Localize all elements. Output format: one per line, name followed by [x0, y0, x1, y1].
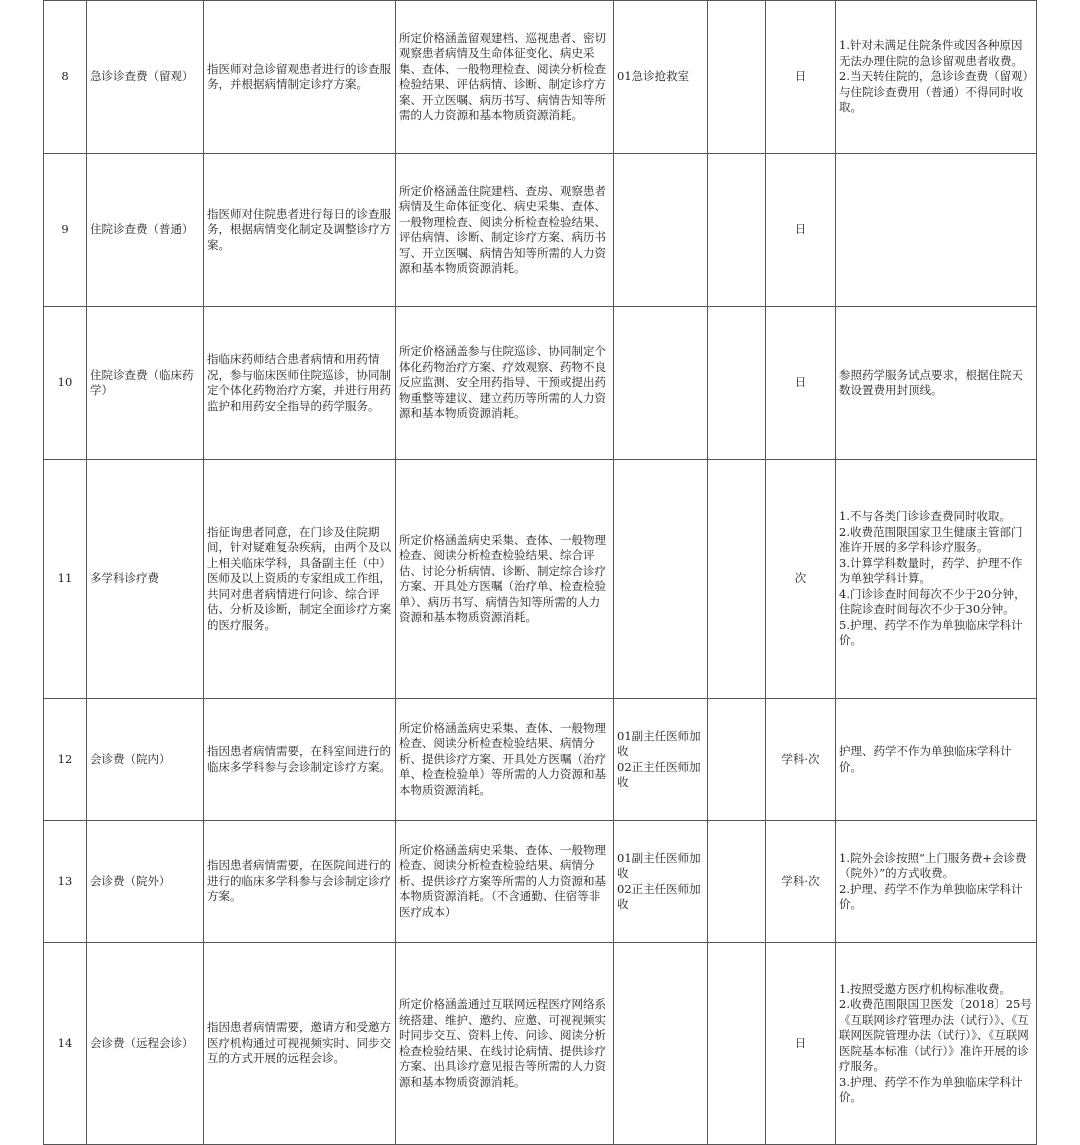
remark-line: 2.护理、药学不作为单独临床学科计价。 — [839, 881, 1023, 911]
row-number-cell: 13 — [44, 821, 87, 943]
row-number-cell: 9 — [44, 154, 87, 307]
price-scope-cell: 所定价格涵盖通过互联网远程医疗网络系统搭建、维护、邀约、应邀、可视视频实时同步交互、资料上传、问诊、阅读分析检查检验结果、在线讨论病情、提供诊疗方案、出具诊疗意见报告等所需的人力资源和基本物质资源消耗。 — [396, 943, 614, 1145]
unit-cell: 日 — [766, 154, 836, 307]
unit-cell: 日 — [766, 1, 836, 154]
item-connotation-cell: 指因患者病情需要，在医院间进行的进行的临床多学科参与会诊制定诊疗方案。 — [204, 821, 396, 943]
row-number-cell: 12 — [44, 699, 87, 821]
item-connotation-cell: 指医师对住院患者进行每日的诊查服务，根据病情变化制定及调整诊疗方案。 — [204, 154, 396, 307]
table-row — [44, 460, 1037, 699]
item-connotation-cell: 指因患者病情需要，邀请方和受邀方医疗机构通过可视视频实时、同步交互的方式开展的远程会诊。 — [204, 943, 396, 1145]
item-name-cell: 住院诊查费（普通） — [87, 154, 204, 307]
remark-line: 1.按照受邀方医疗机构标准收费。 — [839, 981, 1011, 996]
item-connotation-cell: 指因患者病情需要，在科室间进行的临床多学科参与会诊制定诊疗方案。 — [204, 699, 396, 821]
extension-cell — [614, 460, 708, 699]
remark-line: 1.不与各类门诊诊查费同时收取。 — [839, 509, 1011, 524]
item-name-cell: 会诊费（院内） — [87, 699, 204, 821]
item-name-cell: 会诊费（远程会诊） — [87, 943, 204, 1145]
remark-line: 3.护理、药学不作为单独临床学科计价。 — [839, 1074, 1023, 1104]
remark-line: 2.当天转住院的，急诊诊查费（留观）与住院诊查费用（普通）不得同时收取。 — [839, 69, 1029, 115]
row-number-cell: 8 — [44, 1, 87, 154]
price-scope-cell: 所定价格涵盖参与住院巡诊、协同制定个体化药物治疗方案、疗效观察、药物不良反应监测、安全用药指导、干预或提出药物重整等建议、建立药历等所需的人力资源和基本物质资源消耗。 — [396, 307, 614, 460]
remark-line: 2.收费范围限国卫医发〔2018〕25号《互联网诊疗管理办法（试行）》、《互联网医院管理办法（试行）》、《互联网医院基本标准（试行）》准许开展的诊疗服务。 — [839, 997, 1032, 1073]
extension-line: 01副主任医师加收 — [617, 850, 701, 880]
exclusion-cell — [708, 460, 766, 699]
remarks-cell — [836, 460, 1037, 699]
table-row — [44, 1, 1037, 154]
item-name-cell: 急诊诊查费（留观） — [87, 1, 204, 154]
fee-table — [43, 0, 1037, 1145]
price-scope-cell: 所定价格涵盖留观建档、巡视患者、密切观察患者病情及生命体征变化、病史采集、查体、一般物理检查、阅读分析检查检验结果、评估病情、诊断、制定诊疗方案、开立医嘱、病历书写、病情告知等所需的人力资源和基本物质资源消耗。 — [396, 1, 614, 154]
remarks-cell — [836, 1, 1037, 154]
price-scope-cell: 所定价格涵盖住院建档、查房、观察患者病情及生命体征变化、病史采集、查体、一般物理检查、阅读分析检查检验结果、评估病情、诊断、制定诊疗方案、病历书写、开立医嘱、病情告知等所需的人力资源和基本物质资源消耗。 — [396, 154, 614, 307]
remarks-cell — [836, 943, 1037, 1145]
unit-cell: 学科·次 — [766, 699, 836, 821]
exclusion-cell — [708, 943, 766, 1145]
remark-line: 护理、药学不作为单独临床学科计价。 — [839, 744, 1012, 774]
exclusion-cell — [708, 154, 766, 307]
table-row — [44, 307, 1037, 460]
remark-line: 5.护理、药学不作为单独临床学科计价。 — [839, 617, 1023, 648]
extension-cell — [614, 699, 708, 821]
extension-cell — [614, 821, 708, 943]
item-connotation-cell: 指临床药师结合患者病情和用药情况，参与临床医师住院巡诊，协同制定个体化药物治疗方案，并进行用药监护和用药安全指导的药学服务。 — [204, 307, 396, 460]
fee-table-page — [43, 0, 1036, 1145]
row-number-cell: 14 — [44, 943, 87, 1145]
exclusion-cell — [708, 307, 766, 460]
extension-cell — [614, 943, 708, 1145]
price-scope-cell: 所定价格涵盖病史采集、查体、一般物理检查、阅读分析检查检验结果、综合评估、讨论分析病情、诊断、制定综合诊疗方案、开具处方医嘱（治疗单、检查检验单）、病历书写、病情告知等所需的人力资源和基本物质资源消耗。 — [396, 460, 614, 699]
table-row — [44, 699, 1037, 821]
remarks-cell — [836, 154, 1037, 307]
table-row — [44, 943, 1037, 1145]
table-row — [44, 154, 1037, 307]
extension-line: 01副主任医师加收 — [617, 728, 701, 758]
remark-line: 1.院外会诊按照“上门服务费+会诊费（院外）”的方式收费。 — [839, 850, 1027, 880]
unit-cell: 学科·次 — [766, 821, 836, 943]
exclusion-cell — [708, 699, 766, 821]
remarks-cell — [836, 307, 1037, 460]
item-connotation-cell: 指医师对急诊留观患者进行的诊查服务，并根据病情制定诊疗方案。 — [204, 1, 396, 154]
exclusion-cell — [708, 821, 766, 943]
unit-cell: 日 — [766, 943, 836, 1145]
remark-line: 3.计算学科数量时，药学、护理不作为单独学科计算。 — [839, 555, 1023, 586]
extension-line: 02正主任医师加收 — [617, 881, 701, 911]
row-number-cell: 10 — [44, 307, 87, 460]
unit-cell: 日 — [766, 307, 836, 460]
table-row — [44, 821, 1037, 943]
remark-line: 1.针对未满足住院条件或因各种原因无法办理住院的急诊留观患者收费。 — [839, 38, 1023, 68]
extension-cell — [614, 307, 708, 460]
remarks-cell — [836, 699, 1037, 821]
remarks-cell — [836, 821, 1037, 943]
extension-cell — [614, 154, 708, 307]
price-scope-cell: 所定价格涵盖病史采集、查体、一般物理检查、阅读分析检查检验结果、病情分析、提供诊疗方案、开具处方医嘱（治疗单、检查检验单）等所需的人力资源和基本物质资源消耗。 — [396, 699, 614, 821]
remark-line: 参照药学服务试点要求，根据住院天数设置费用封顶线。 — [839, 367, 1023, 397]
extension-line: 02正主任医师加收 — [617, 759, 701, 789]
item-connotation-cell: 指征询患者同意，在门诊及住院期间，针对疑难复杂疾病，由两个及以上相关临床学科，具备副主任（中）医师及以上资质的专家组成工作组，共同对患者病情进行问诊、综合评估、分析及诊断，制定全面诊疗方案的医疗服务。 — [204, 460, 396, 699]
exclusion-cell — [708, 1, 766, 154]
row-number-cell: 11 — [44, 460, 87, 699]
remark-line: 2.收费范围限国家卫生健康主管部门准许开展的多学科诊疗服务。 — [839, 524, 1023, 555]
extension-line: 01急诊抢救室 — [617, 69, 690, 84]
fee-table-body — [44, 1, 1037, 1145]
item-name-cell: 会诊费（院外） — [87, 821, 204, 943]
item-name-cell: 住院诊查费（临床药学） — [87, 307, 204, 460]
item-name-cell: 多学科诊疗费 — [87, 460, 204, 699]
remark-line: 4.门诊诊查时间每次不少于20分钟，住院诊查时间每次不少于30分钟。 — [839, 586, 1026, 617]
price-scope-cell: 所定价格涵盖病史采集、查体、一般物理检查、阅读分析检查检验结果、病情分析、提供诊疗方案等所需的人力资源和基本物质资源消耗。（不含通勤、住宿等非医疗成本） — [396, 821, 614, 943]
unit-cell: 次 — [766, 460, 836, 699]
extension-cell — [614, 1, 708, 154]
